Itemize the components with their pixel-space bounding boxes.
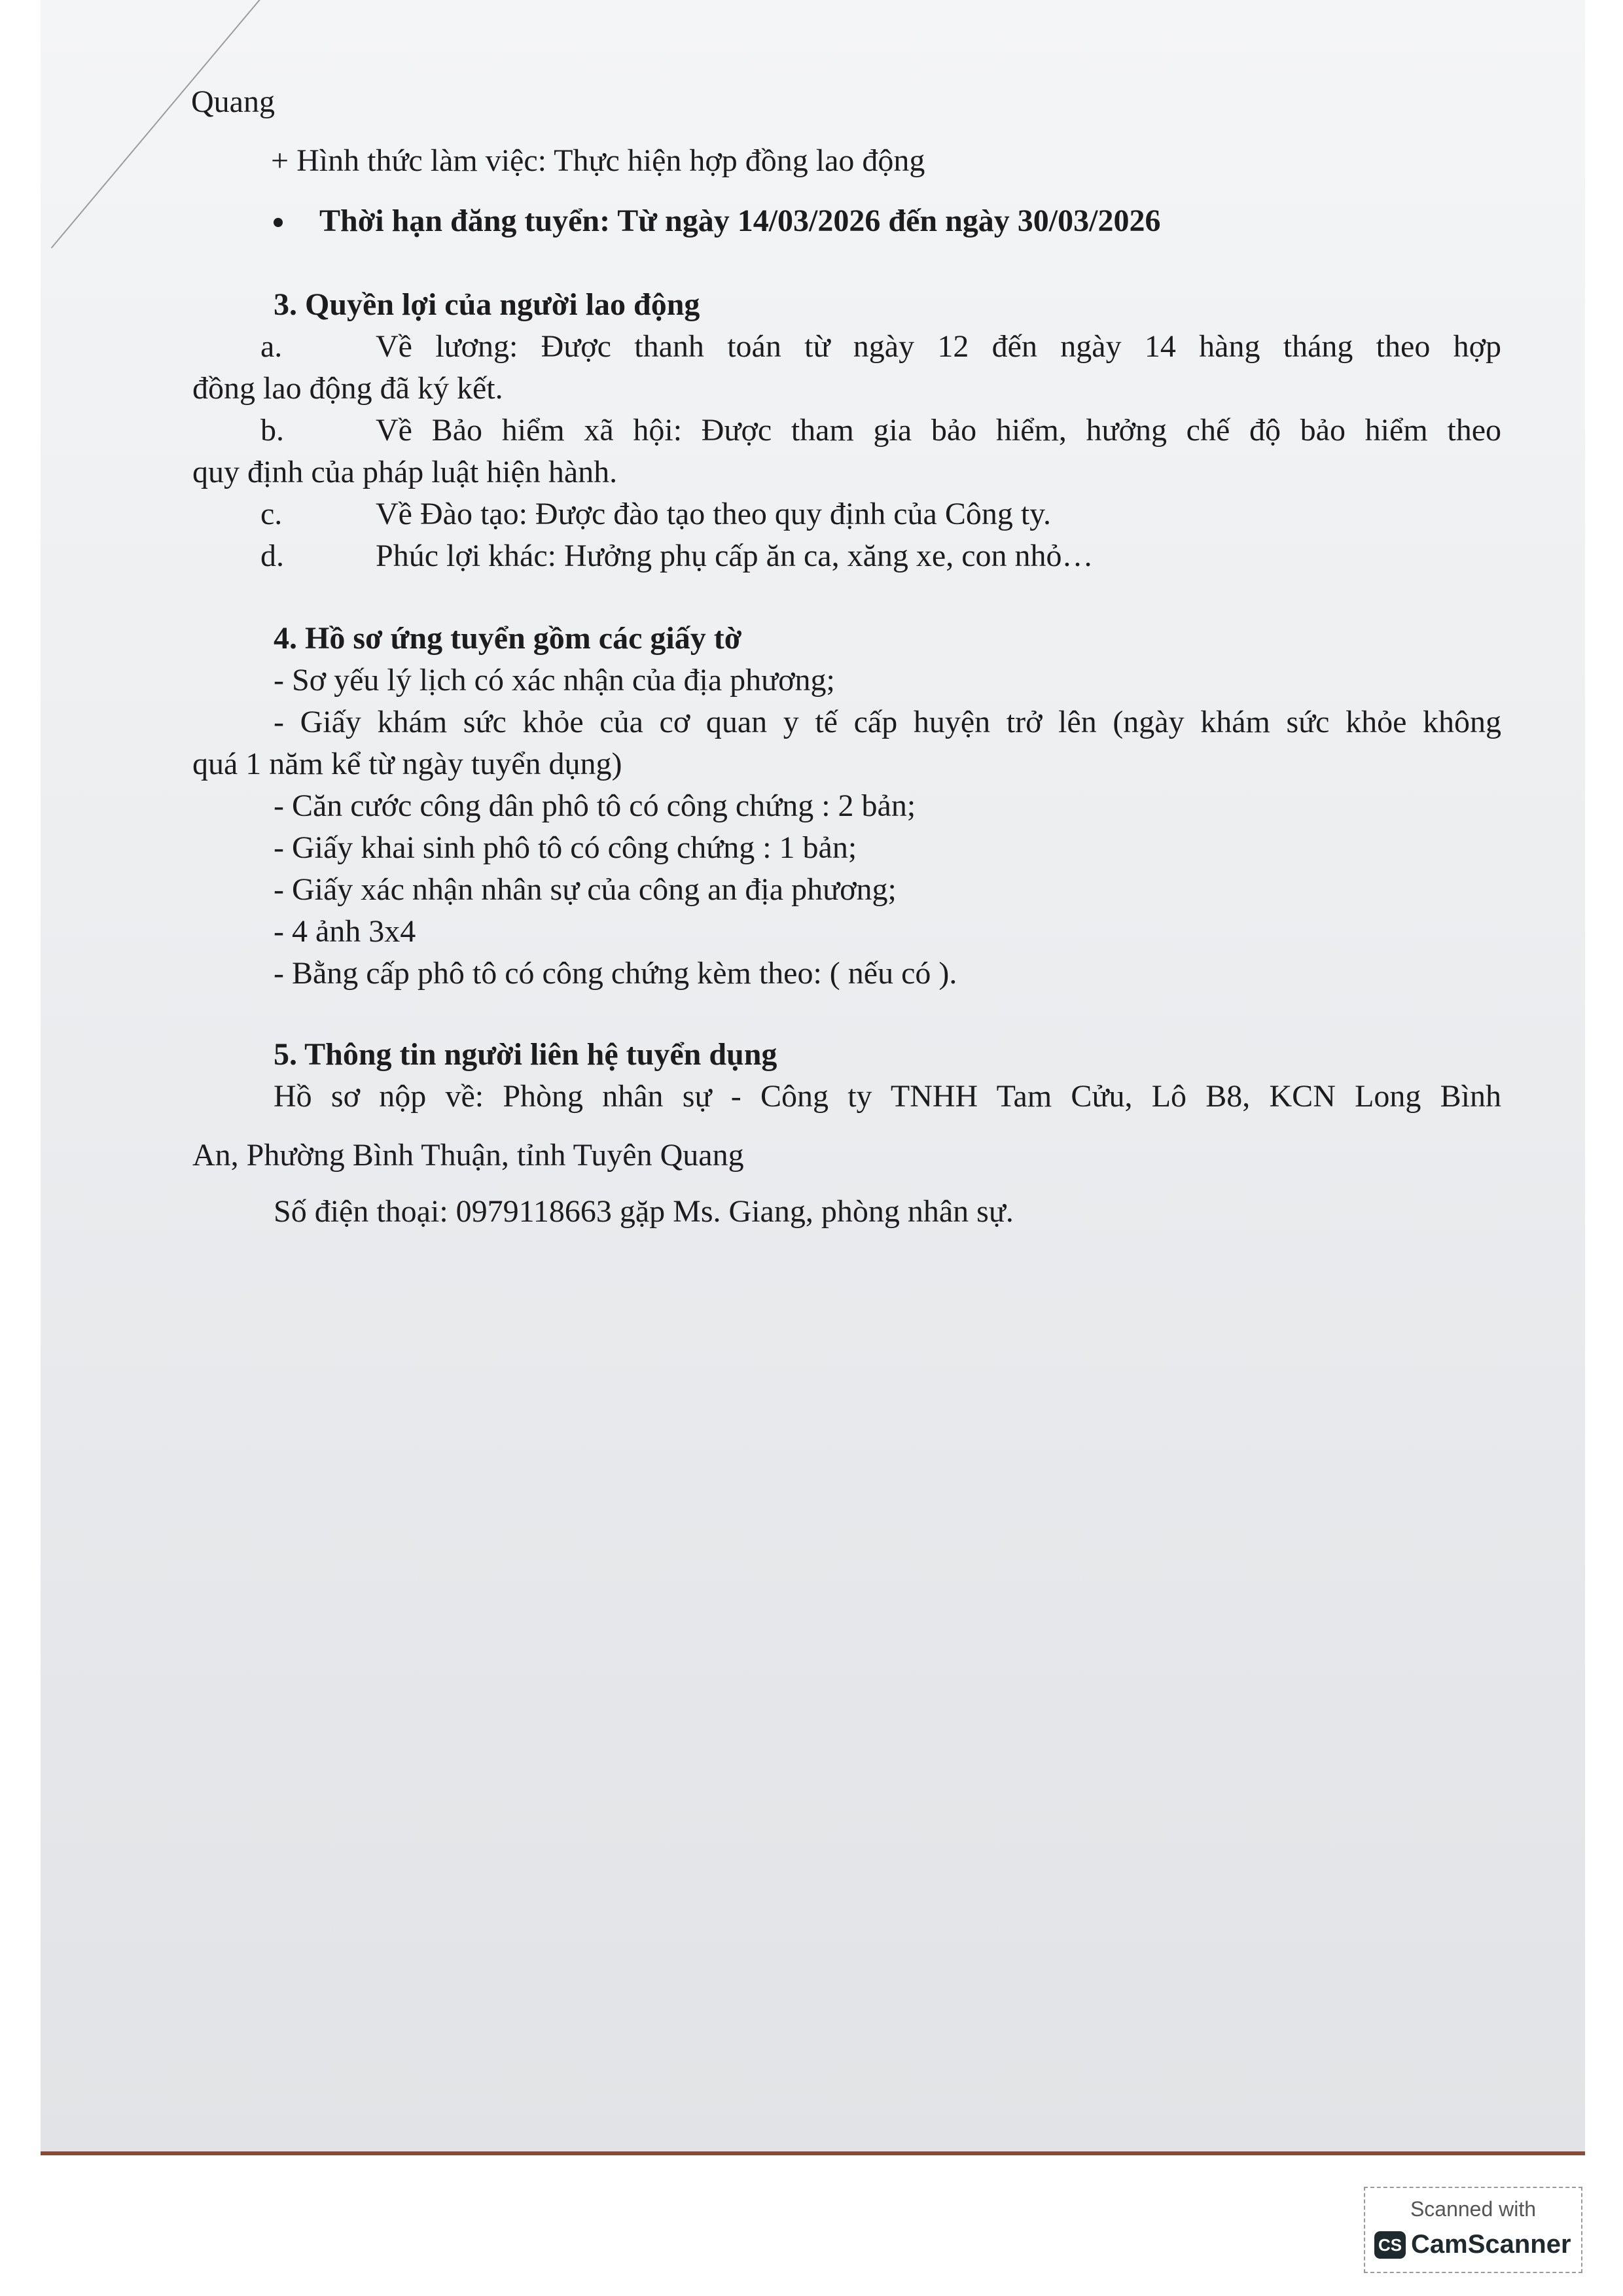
section-4-heading: 4. Hồ sơ ứng tuyển gồm các giấy tờ <box>274 621 742 656</box>
application-deadline: Thời hạn đăng tuyển: Từ ngày 14/03/2026 đến ngày 30/03/2026 <box>319 203 1161 238</box>
camscanner-watermark <box>1364 2187 1582 2273</box>
document-item: - Giấy khai sinh phô tô có công chứng : 1 bản; <box>274 830 857 865</box>
camscanner-logo-icon: CS <box>1374 2231 1406 2259</box>
paper-bottom-edge <box>41 2151 1585 2155</box>
benefit-b-marker: b. <box>260 413 284 448</box>
document-item-cont: quá 1 năm kể từ ngày tuyển dụng) <box>192 747 622 781</box>
benefit-b-text: Về Bảo hiểm xã hội: Được tham gia bảo hiểm, hưởng chế độ bảo hiểm theo <box>376 413 1501 448</box>
document-item: - Sơ yếu lý lịch có xác nhận của địa phương; <box>274 663 835 698</box>
work-form-line: + Hình thức làm việc: Thực hiện hợp đồng lao động <box>271 143 925 178</box>
submission-address-cont: An, Phường Bình Thuận, tỉnh Tuyên Quang <box>192 1138 744 1173</box>
document-item: - 4 ảnh 3x4 <box>274 914 416 949</box>
document-item: - Bằng cấp phô tô có công chứng kèm theo: ( nếu có ). <box>274 956 957 991</box>
scanned-paper <box>41 0 1585 2154</box>
benefit-c-marker: c. <box>260 497 283 531</box>
address-continuation: Quang <box>191 84 275 119</box>
benefit-a-marker: a. <box>260 329 283 364</box>
benefit-a-text: Về lương: Được thanh toán từ ngày 12 đến ngày 14 hàng tháng theo hợp <box>376 329 1501 364</box>
document-item: - Giấy khám sức khỏe của cơ quan y tế cấp huyện trở lên (ngày khám sức khỏe không <box>274 705 1501 739</box>
benefit-d-text: Phúc lợi khác: Hưởng phụ cấp ăn ca, xăng xe, con nhỏ… <box>376 539 1094 573</box>
benefit-d-marker: d. <box>260 539 284 573</box>
benefit-b-text-cont: quy định của pháp luật hiện hành. <box>192 455 618 489</box>
camscanner-brand: CamScanner <box>1411 2230 1571 2259</box>
section-5-heading: 5. Thông tin người liên hệ tuyển dụng <box>274 1037 777 1072</box>
scanned-with-label: Scanned with <box>1410 2197 1537 2221</box>
benefit-a-text-cont: đồng lao động đã ký kết. <box>192 371 503 406</box>
document-item: - Căn cước công dân phô tô có công chứng : 2 bản; <box>274 788 916 823</box>
submission-address: Hồ sơ nộp về: Phòng nhân sự - Công ty TNHH Tam Cửu, Lô B8, KCN Long Bình <box>274 1079 1501 1114</box>
paper-fold-crease <box>51 0 271 249</box>
document-item: - Giấy xác nhận nhân sự của công an địa phương; <box>274 872 897 907</box>
bullet-dot <box>274 218 283 227</box>
benefit-c-text: Về Đào tạo: Được đào tạo theo quy định của Công ty. <box>376 497 1052 531</box>
section-3-heading: 3. Quyền lợi của người lao động <box>274 287 700 322</box>
contact-phone: Số điện thoại: 0979118663 gặp Ms. Giang, phòng nhân sự. <box>274 1194 1014 1229</box>
